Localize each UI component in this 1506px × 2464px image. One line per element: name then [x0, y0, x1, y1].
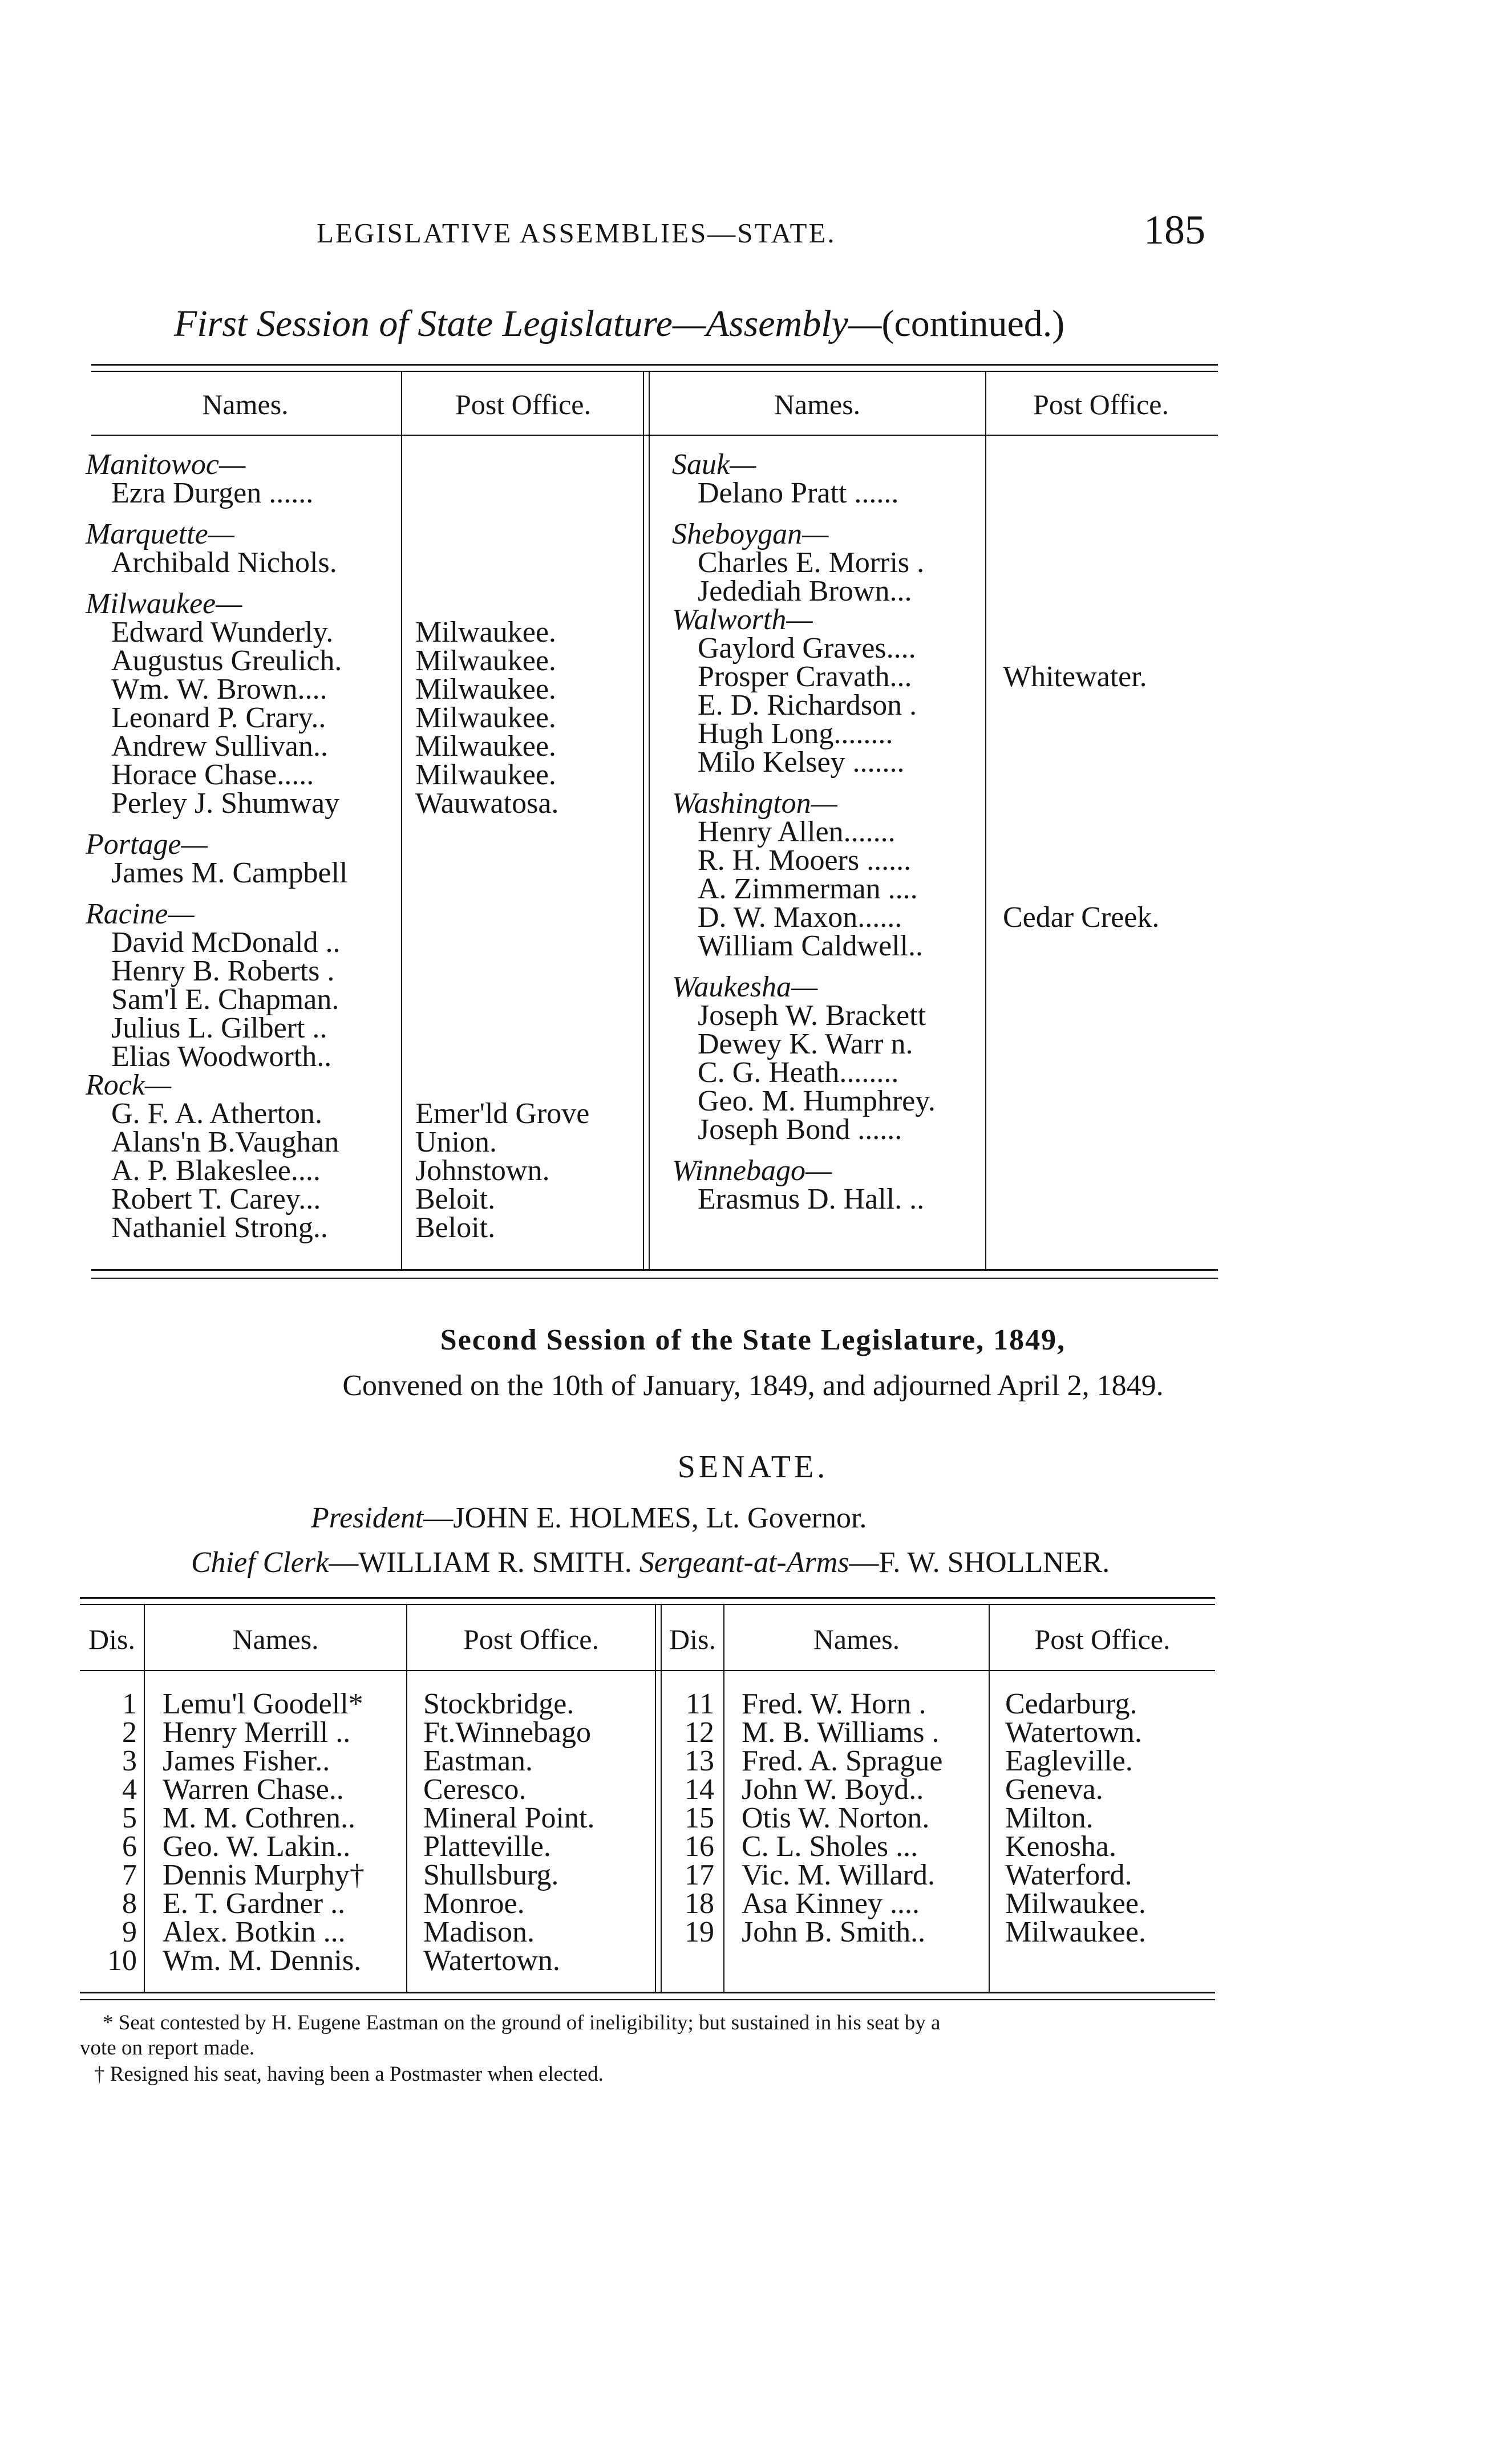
- row-spacer: [415, 887, 589, 900]
- senator-name: Dennis Murphy†: [163, 1859, 365, 1891]
- senator-name: Henry Merrill ..: [163, 1716, 351, 1749]
- member-post-office: [1003, 789, 1159, 818]
- county-heading: Winnebago—: [672, 1154, 832, 1187]
- table2-header-rule: [80, 1670, 1215, 1671]
- row-spacer: [1003, 508, 1159, 520]
- district-number: 11: [685, 1688, 714, 1720]
- table1-col-divider: [401, 372, 402, 1269]
- table2-col-dis-left: [144, 1605, 145, 1992]
- senator-name: John B. Smith..: [742, 1916, 926, 1948]
- member-name: Geo. M. Humphrey.: [698, 1085, 936, 1117]
- senator-name: M. B. Williams .: [742, 1716, 940, 1749]
- table1-header-post-office-right: Post Office.: [1033, 388, 1169, 420]
- member-post-office: Milwaukee.: [415, 730, 556, 763]
- district-number: 16: [685, 1830, 714, 1863]
- table1-left-names: [86, 448, 348, 1244]
- county-heading: Rock—: [86, 1069, 172, 1101]
- section-subtitle: First Session of State Legislature—Assembly—(continued.): [174, 303, 1065, 345]
- member-name: Archibald Nichols.: [111, 546, 337, 579]
- member-post-office: [1003, 606, 1159, 634]
- row-spacer: [1003, 1144, 1159, 1157]
- table2-header-names-right: Names.: [813, 1623, 900, 1655]
- table2-header-post-office-right: Post Office.: [1034, 1623, 1171, 1655]
- member-name: Henry Allen.......: [698, 816, 896, 848]
- table1-center-divider: [643, 372, 644, 1269]
- senator-post-office: Madison.: [423, 1916, 535, 1948]
- row-spacer: [1003, 961, 1159, 973]
- district-number: 2: [122, 1716, 137, 1749]
- member-name: Leonard P. Crary..: [111, 702, 326, 734]
- table1-right-post-offices: [1003, 451, 1159, 1214]
- member-post-office: [415, 520, 589, 549]
- member-post-office: Beloit.: [415, 1183, 496, 1215]
- member-post-office: Union.: [415, 1126, 497, 1158]
- table1-header-names-right: Names.: [774, 388, 861, 420]
- senator-name: C. L. Sholes ...: [742, 1830, 918, 1863]
- senator-post-office: Cedarburg.: [1005, 1688, 1137, 1720]
- table2-top-rule-2: [80, 1604, 1215, 1605]
- member-name: Henry B. Roberts .: [111, 955, 335, 987]
- member-post-office: [1003, 846, 1159, 875]
- footnote-dagger: † Resigned his seat, having been a Postmaster when elected.: [94, 2062, 604, 2086]
- member-name: Andrew Sullivan..: [111, 730, 328, 763]
- row-spacer: [415, 818, 589, 830]
- district-number: 18: [685, 1887, 714, 1920]
- county-heading: Sheboygan—: [672, 518, 829, 550]
- member-name: Milo Kelsey .......: [698, 746, 905, 779]
- senator-name: Geo. W. Lakin..: [163, 1830, 351, 1863]
- senator-name: Fred. W. Horn .: [742, 1688, 926, 1720]
- table2-col-dis-right: [723, 1605, 724, 1992]
- member-name: Nathaniel Strong..: [111, 1211, 328, 1244]
- table1-bottom-rule: [91, 1269, 1218, 1271]
- member-post-office: [1003, 1087, 1159, 1116]
- county-heading: Manitowoc—: [86, 448, 246, 481]
- member-name: Joseph W. Brackett: [698, 999, 926, 1032]
- senator-post-office: Shullsburg.: [423, 1859, 559, 1891]
- senator-name: Alex. Botkin ...: [163, 1916, 346, 1948]
- member-post-office: Milwaukee.: [415, 759, 556, 791]
- table2-left-names: [163, 1690, 365, 1975]
- second-session-convened: Convened on the 10th of January, 1849, and adjourned April 2, 1849.: [342, 1369, 1164, 1402]
- senator-post-office: Milton.: [1005, 1802, 1094, 1834]
- member-post-office: [1003, 1185, 1159, 1214]
- member-name: R. H. Mooers ......: [698, 844, 912, 877]
- member-post-office: [1003, 549, 1159, 577]
- senate-officers: Chief Clerk—WILLIAM R. SMITH. Sergeant-at-Arms—F. W. SHOLLNER.: [191, 1546, 1110, 1579]
- member-post-office: Cedar Creek.: [1003, 901, 1160, 934]
- member-post-office: [415, 830, 589, 859]
- table2-col-names-right: [989, 1605, 990, 1992]
- county-heading: Marquette—: [86, 518, 234, 550]
- district-number: 8: [122, 1887, 137, 1920]
- senator-post-office: Eagleville.: [1005, 1745, 1133, 1777]
- table2-header-names-left: Names.: [232, 1623, 319, 1655]
- member-name: Delano Pratt ......: [698, 477, 899, 509]
- table1-col-divider-right: [985, 372, 986, 1269]
- senator-post-office: Mineral Point.: [423, 1802, 595, 1834]
- district-number: 6: [122, 1830, 137, 1863]
- member-post-office: [1003, 479, 1159, 508]
- district-number: 1: [122, 1688, 137, 1720]
- member-post-office: [1003, 1157, 1159, 1185]
- senator-post-office: Watertown.: [1005, 1716, 1142, 1749]
- senator-post-office: Ceresco.: [423, 1773, 527, 1806]
- member-post-office: Milwaukee.: [415, 616, 556, 649]
- district-number: 15: [685, 1802, 714, 1834]
- district-number: 12: [685, 1716, 714, 1749]
- member-post-office: [1003, 520, 1159, 549]
- member-name: A. P. Blakeslee....: [111, 1154, 321, 1187]
- member-name: Perley J. Shumway: [111, 787, 340, 820]
- table2-right-districts: [662, 1690, 714, 1947]
- member-name: D. W. Maxon......: [698, 901, 902, 934]
- member-post-office: [415, 986, 589, 1014]
- member-post-office: [1003, 1002, 1159, 1030]
- running-title: LEGISLATIVE ASSEMBLIES—STATE.: [317, 217, 836, 249]
- senator-post-office: Platteville.: [423, 1830, 551, 1863]
- senator-name: Vic. M. Willard.: [742, 1859, 935, 1891]
- member-post-office: [1003, 1030, 1159, 1059]
- senator-post-office: Kenosha.: [1005, 1830, 1116, 1863]
- table1-center-divider-2: [649, 372, 650, 1269]
- district-number: 10: [107, 1944, 137, 1977]
- member-name: Alans'n B.Vaughan: [111, 1126, 339, 1158]
- senator-name: John W. Boyd..: [742, 1773, 924, 1806]
- member-post-office: [1003, 932, 1159, 961]
- member-name: Prosper Cravath...: [698, 660, 912, 693]
- senator-post-office: Waterford.: [1005, 1859, 1132, 1891]
- member-name: Charles E. Morris .: [698, 546, 925, 579]
- table2-header-post-office-left: Post Office.: [463, 1623, 599, 1655]
- table2-col-names-left: [406, 1605, 407, 1992]
- senator-post-office: Stockbridge.: [423, 1688, 574, 1720]
- member-name: C. G. Heath........: [698, 1056, 899, 1089]
- member-post-office: [415, 1071, 589, 1100]
- row-spacer: [415, 508, 589, 520]
- table2-top-rule: [80, 1597, 1215, 1599]
- district-number: 17: [685, 1859, 714, 1891]
- member-post-office: Milwaukee.: [415, 702, 556, 734]
- member-post-office: [1003, 451, 1159, 479]
- senator-post-office: Milwaukee.: [1005, 1887, 1146, 1920]
- member-post-office: [415, 900, 589, 929]
- senator-post-office: Milwaukee.: [1005, 1916, 1146, 1948]
- senator-post-office: Eastman.: [423, 1745, 533, 1777]
- senator-post-office: Geneva.: [1005, 1773, 1103, 1806]
- footnote-star: * Seat contested by H. Eugene Eastman on the ground of ineligibility; but sustained in his seat by a vote on report made.: [80, 2011, 941, 2060]
- senator-name: Asa Kinney ....: [742, 1887, 920, 1920]
- member-post-office: Whitewater.: [1003, 660, 1147, 693]
- senator-name: E. T. Gardner ..: [163, 1887, 346, 1920]
- member-post-office: Johnstown.: [415, 1154, 550, 1187]
- table2-right-post-offices: [1005, 1690, 1146, 1947]
- member-name: James M. Campbell: [111, 857, 348, 889]
- senator-post-office: Monroe.: [423, 1887, 525, 1920]
- member-post-office: Milwaukee.: [415, 673, 556, 706]
- member-post-office: [415, 479, 589, 508]
- row-spacer: [1003, 777, 1159, 789]
- district-number: 5: [122, 1802, 137, 1834]
- member-post-office: [1003, 720, 1159, 748]
- member-post-office: [1003, 1059, 1159, 1087]
- district-number: 19: [685, 1916, 714, 1948]
- member-post-office: Wauwatosa.: [415, 787, 559, 820]
- county-heading: Walworth—: [672, 603, 813, 636]
- table1-right-names: [672, 448, 936, 1215]
- senator-name: James Fisher..: [163, 1745, 330, 1777]
- member-name: A. Zimmerman ....: [698, 873, 918, 905]
- senator-name: Wm. M. Dennis.: [163, 1944, 362, 1977]
- member-post-office: Emer'ld Grove: [415, 1097, 590, 1130]
- district-number: 4: [122, 1773, 137, 1806]
- member-name: E. D. Richardson .: [698, 689, 917, 722]
- table2-right-names: [742, 1690, 942, 1947]
- row-spacer: [415, 577, 589, 590]
- member-name: Dewey K. Warr n.: [698, 1028, 913, 1060]
- table2-header-dis-right: Dis.: [669, 1623, 716, 1655]
- member-post-office: [1003, 1116, 1159, 1144]
- table1-left-post-offices: [415, 451, 589, 1242]
- member-name: Horace Chase.....: [111, 759, 314, 791]
- district-number: 13: [685, 1745, 714, 1777]
- table1-header-names-left: Names.: [202, 388, 289, 420]
- table2-center-divider: [655, 1605, 656, 1992]
- county-heading: Racine—: [86, 898, 195, 930]
- senator-name: Otis W. Norton.: [742, 1802, 930, 1834]
- member-post-office: [415, 957, 589, 986]
- county-heading: Portage—: [86, 828, 208, 861]
- member-name: William Caldwell..: [698, 930, 924, 962]
- member-name: Ezra Durgen ......: [111, 477, 314, 509]
- table1-header-post-office-left: Post Office.: [455, 388, 591, 420]
- county-heading: Washington—: [672, 787, 837, 820]
- member-post-office: [415, 590, 589, 618]
- member-name: Augustus Greulich.: [111, 645, 342, 677]
- senator-post-office: Ft.Winnebago: [423, 1716, 591, 1749]
- member-post-office: Milwaukee.: [415, 645, 556, 677]
- member-name: Gaylord Graves....: [698, 632, 916, 664]
- county-heading: Milwaukee—: [86, 587, 242, 620]
- member-name: Sam'l E. Chapman.: [111, 983, 339, 1016]
- table2-left-districts: [80, 1690, 137, 1975]
- member-name: Edward Wunderly.: [111, 616, 334, 649]
- member-name: Robert T. Carey...: [111, 1183, 321, 1215]
- district-number: 7: [122, 1859, 137, 1891]
- senate-heading: SENATE.: [677, 1449, 829, 1485]
- table1-top-rule: [91, 364, 1218, 366]
- member-post-office: Beloit.: [415, 1211, 496, 1244]
- member-post-office: [415, 549, 589, 577]
- senator-name: Lemu'l Goodell*: [163, 1688, 363, 1720]
- member-name: Hugh Long........: [698, 718, 893, 750]
- member-post-office: [1003, 973, 1159, 1002]
- table1-top-rule-2: [91, 371, 1218, 372]
- member-post-office: [1003, 748, 1159, 777]
- member-name: G. F. A. Atherton.: [111, 1097, 322, 1130]
- senator-post-office: Watertown.: [423, 1944, 560, 1977]
- member-post-office: [415, 859, 589, 887]
- district-number: 14: [685, 1773, 714, 1806]
- member-post-office: [1003, 875, 1159, 903]
- second-session-title: Second Session of the State Legislature, 1849,: [440, 1324, 1066, 1356]
- table2-bottom-rule: [80, 1992, 1215, 1993]
- member-post-office: [1003, 634, 1159, 663]
- district-number: 3: [122, 1745, 137, 1777]
- county-heading: Waukesha—: [672, 971, 818, 1003]
- member-post-office: [415, 1014, 589, 1043]
- table2-bottom-rule-2: [80, 1999, 1215, 2000]
- member-name: Elias Woodworth..: [111, 1040, 332, 1073]
- senator-name: Warren Chase..: [163, 1773, 344, 1806]
- senator-name: Fred. A. Sprague: [742, 1745, 943, 1777]
- member-post-office: [415, 1043, 589, 1071]
- table1-header-rule: [91, 435, 1218, 436]
- table1-bottom-rule-2: [91, 1278, 1218, 1279]
- page-number: 185: [1144, 207, 1205, 253]
- member-post-office: [415, 451, 589, 479]
- member-post-office: [1003, 818, 1159, 846]
- district-number: 9: [122, 1916, 137, 1948]
- table2-header-dis-left: Dis.: [88, 1623, 135, 1655]
- senator-name: M. M. Cothren..: [163, 1802, 355, 1834]
- table2-left-post-offices: [423, 1690, 594, 1975]
- member-post-office: [1003, 577, 1159, 606]
- member-name: Joseph Bond ......: [698, 1113, 902, 1146]
- member-post-office: [415, 929, 589, 957]
- member-post-office: [1003, 691, 1159, 720]
- member-name: David McDonald ..: [111, 926, 341, 959]
- county-heading: Sauk—: [672, 448, 756, 481]
- senate-president: President—JOHN E. HOLMES, Lt. Governor.: [311, 1502, 867, 1534]
- member-name: Julius L. Gilbert ..: [111, 1012, 327, 1044]
- member-name: Wm. W. Brown....: [111, 673, 327, 706]
- member-name: Erasmus D. Hall. ..: [698, 1183, 925, 1215]
- member-name: Jedediah Brown...: [698, 575, 912, 607]
